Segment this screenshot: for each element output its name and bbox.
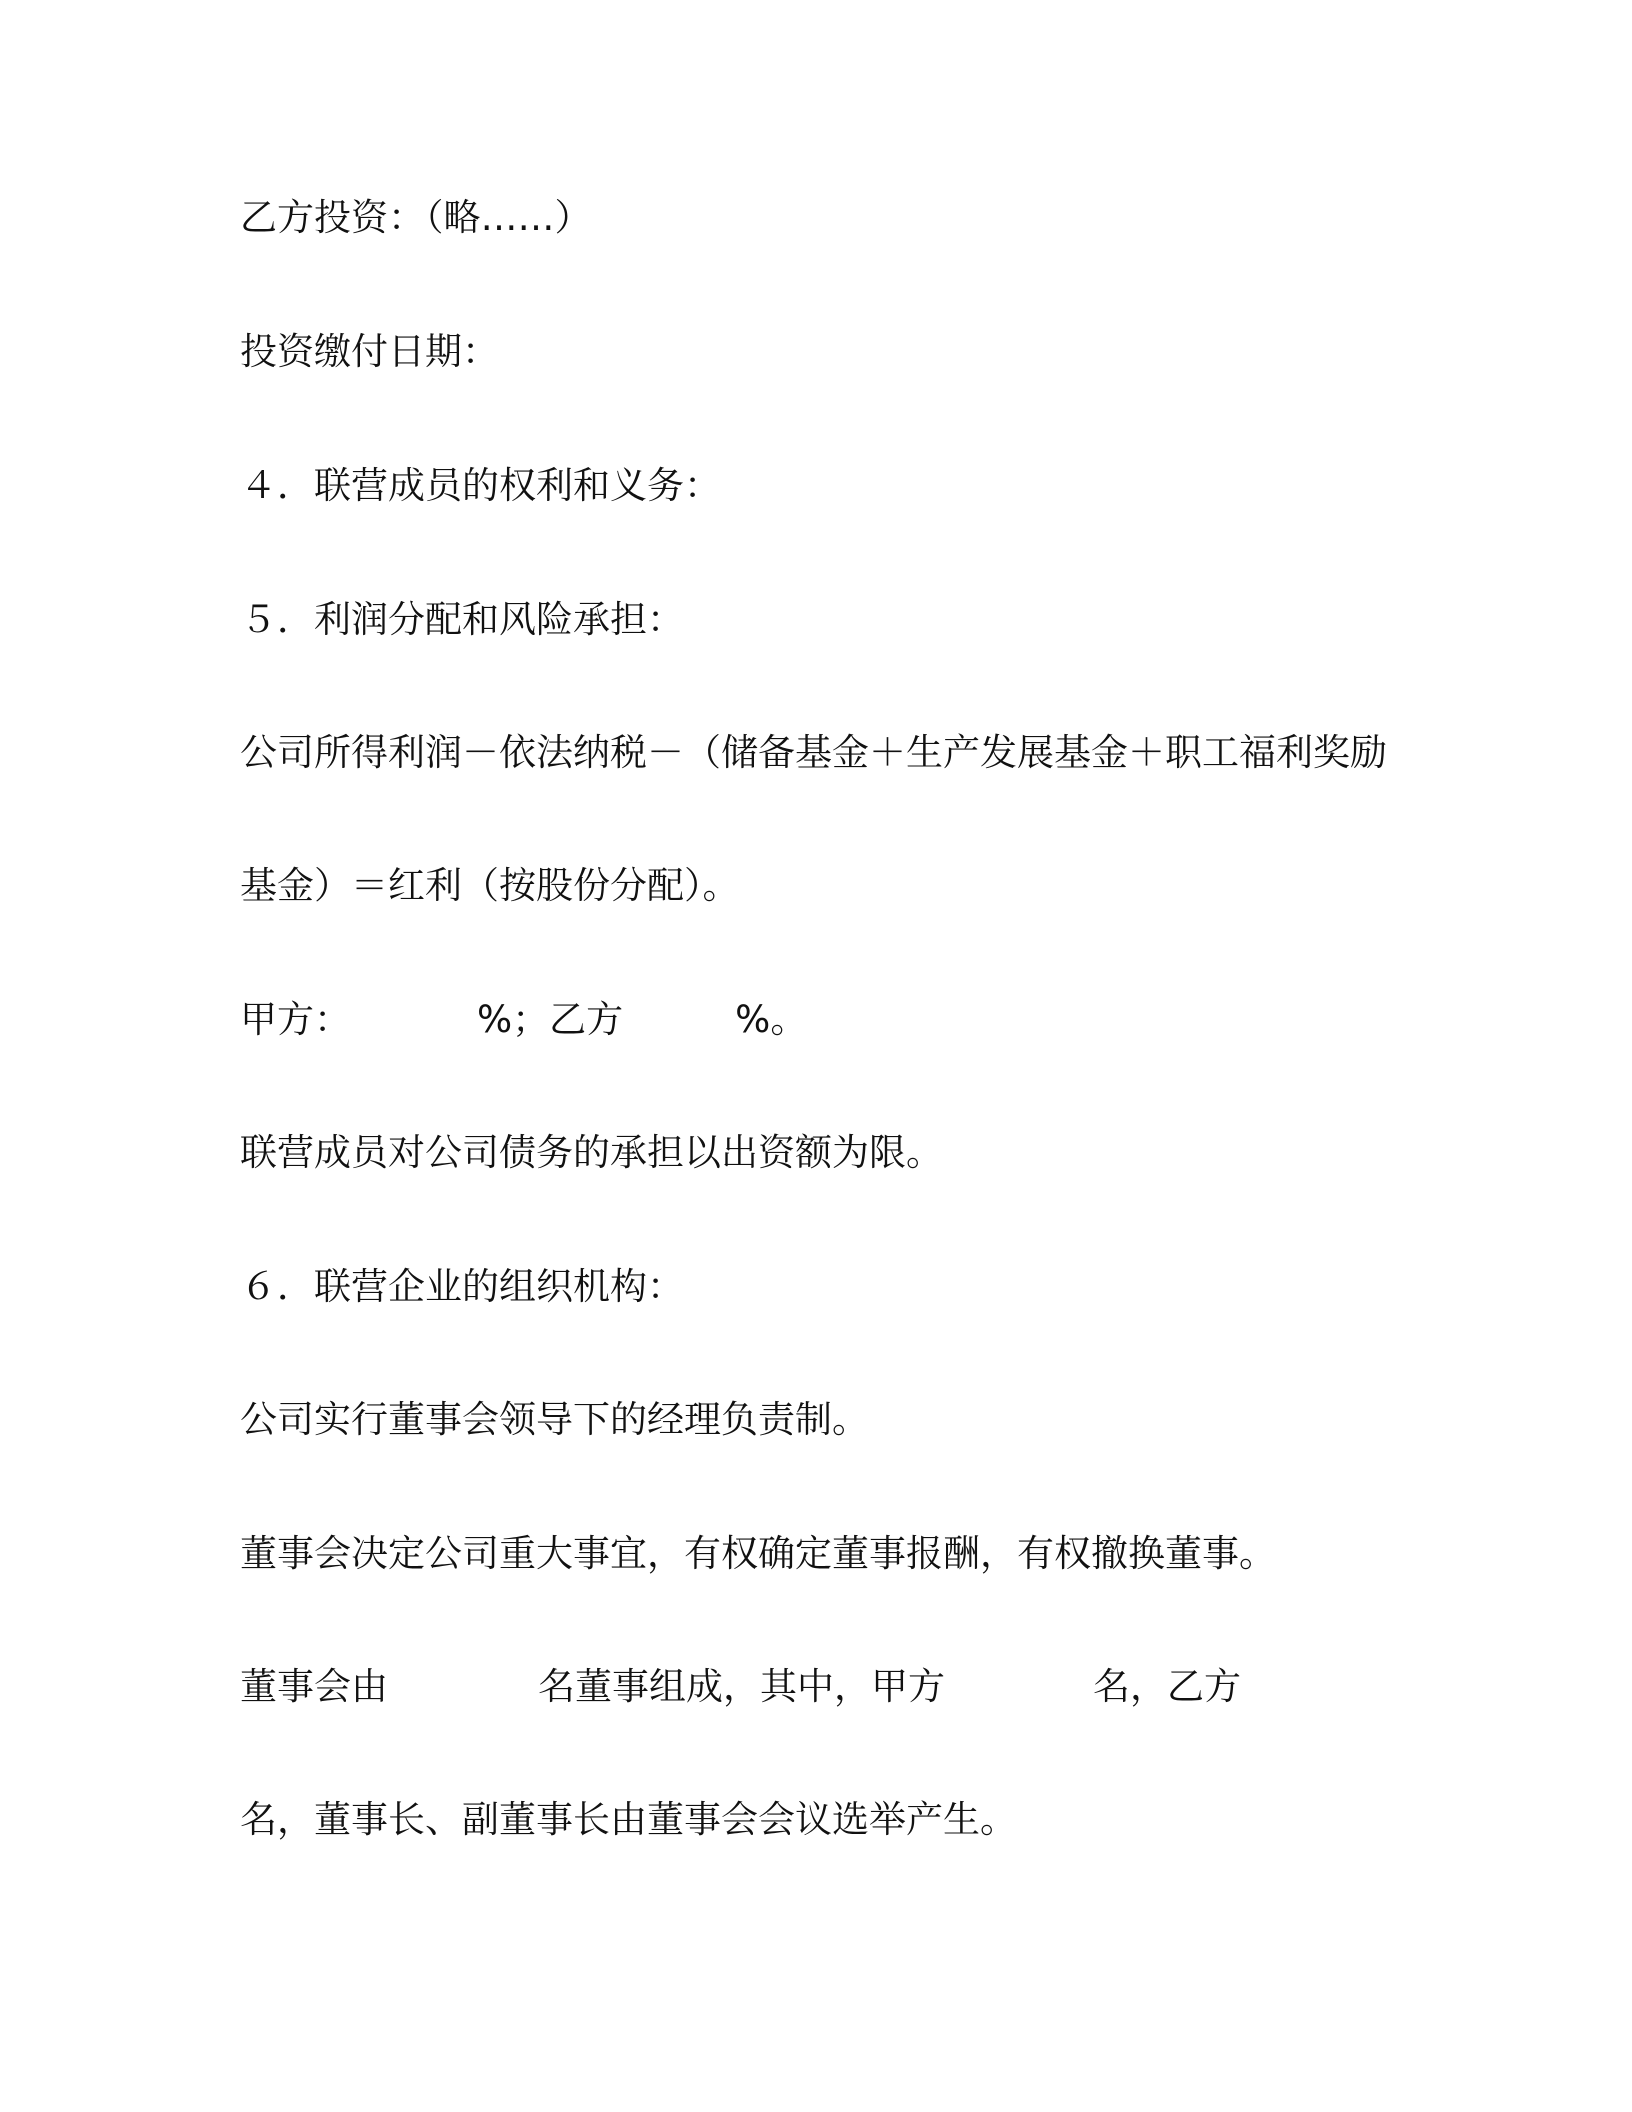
text-line-profit-formula-cont: 基金）＝红利（按股份分配）。 xyxy=(240,864,740,907)
text-line-investment-b: 乙方投资：（略……） xyxy=(240,196,592,239)
text-line-shares xyxy=(240,996,807,1044)
text-line-board-powers: 董事会决定公司重大事宜，有权确定董事报酬，有权撤换董事。 xyxy=(240,1532,1276,1575)
text-line-chairman-election: 名，董事长、副董事长由董事会会议选举产生。 xyxy=(240,1798,1017,1841)
section-heading-organization: ６．联营企业的组织机构： xyxy=(240,1265,684,1308)
section-heading-rights: ４．联营成员的权利和义务： xyxy=(240,464,721,507)
party-b-directors-label: 名，乙方 xyxy=(1093,1665,1241,1708)
party-a-directors-label: 名董事组成，其中，甲方 xyxy=(538,1665,945,1708)
text-line-liability: 联营成员对公司债务的承担以出资额为限。 xyxy=(240,1131,943,1174)
text-line-payment-date: 投资缴付日期： xyxy=(240,330,499,373)
party-a-share-label: 甲方： xyxy=(240,998,351,1041)
section-heading-profit: ５．利润分配和风险承担： xyxy=(240,598,684,641)
party-b-share-label: %；乙方 xyxy=(477,998,624,1041)
text-line-board-composition xyxy=(240,1663,1241,1711)
percent-end-label: %。 xyxy=(735,998,808,1041)
text-line-manager-system: 公司实行董事会领导下的经理负责制。 xyxy=(240,1398,869,1441)
board-count-label: 董事会由 xyxy=(240,1665,388,1708)
text-line-profit-formula: 公司所得利润－依法纳税－（储备基金＋生产发展基金＋职工福利奖励 xyxy=(240,731,1387,774)
